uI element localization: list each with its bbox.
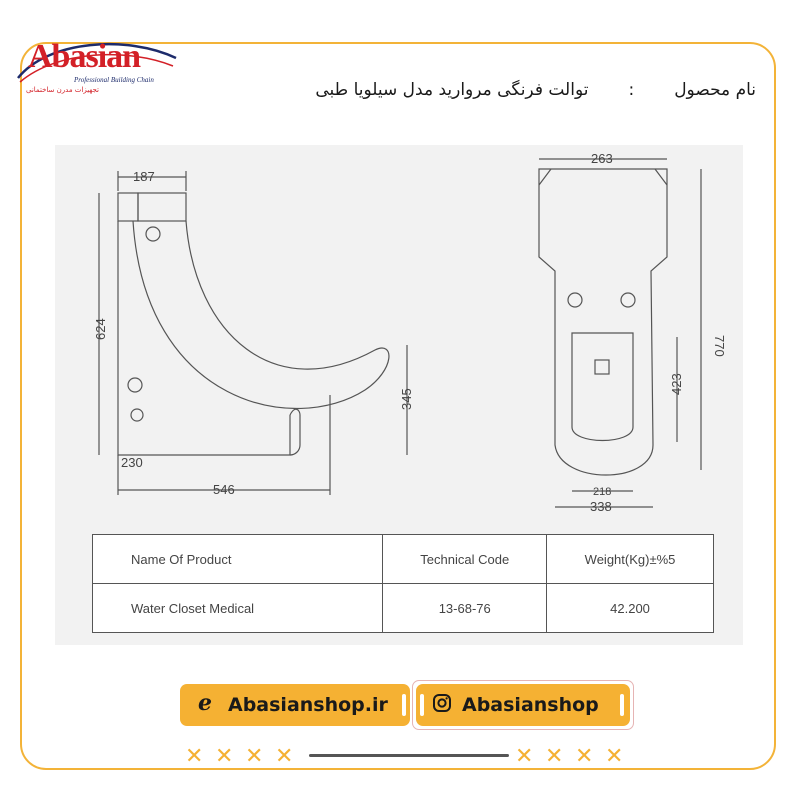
header-weight: Weight(Kg)±%5 — [547, 535, 714, 584]
dim-label-345: 345 — [399, 388, 414, 410]
instagram-link[interactable] — [416, 684, 630, 726]
x-mark: ✕ — [545, 744, 564, 769]
logo-tagline-fa: تجهیزات مدرن ساختمانی — [26, 86, 99, 94]
x-mark: ✕ — [515, 744, 534, 769]
side-bowl-curve — [133, 221, 389, 409]
top-opening — [572, 333, 633, 441]
product-name: توالت فرنگی مروارید مدل سیلویا طبی — [315, 80, 589, 100]
x-mark: ✕ — [215, 744, 234, 769]
footer-divider — [309, 754, 509, 757]
x-mark: ✕ — [605, 744, 624, 769]
dim-label-338: 338 — [590, 499, 612, 514]
instagram-text: Abasianshop — [462, 694, 599, 716]
top-chamfers — [539, 169, 667, 185]
pill-divider — [620, 694, 624, 716]
header-product-name: Name Of Product — [93, 535, 383, 584]
side-hole-top — [146, 227, 160, 241]
logo-tagline: Professional Building Chain — [74, 76, 154, 84]
top-outline — [539, 169, 667, 475]
top-drain — [595, 360, 609, 374]
product-label: نام محصول — [674, 80, 756, 100]
top-hole-left — [568, 293, 582, 307]
header-technical-code: Technical Code — [383, 535, 547, 584]
side-tank-body — [138, 193, 186, 221]
spec-table — [92, 534, 714, 633]
x-mark: ✕ — [245, 744, 264, 769]
cell-weight: 42.200 — [547, 584, 714, 633]
dim-label-187: 187 — [133, 169, 155, 184]
top-hole-right — [621, 293, 635, 307]
ie-icon — [196, 692, 218, 719]
cell-technical-code: 13-68-76 — [383, 584, 547, 633]
brand-logo — [8, 30, 178, 100]
side-view — [99, 171, 407, 495]
title-colon: : — [628, 80, 635, 100]
footer-decor — [185, 744, 635, 768]
dim-label-218: 218 — [593, 486, 612, 498]
side-hole-mid — [128, 378, 142, 392]
instagram-icon — [432, 693, 452, 718]
side-body-outline — [118, 221, 290, 455]
top-view — [539, 159, 701, 507]
table-row — [93, 584, 714, 633]
logo-wordmark: Abasian — [28, 38, 141, 75]
x-mark: ✕ — [575, 744, 594, 769]
pill-divider — [420, 694, 424, 716]
x-mark: ✕ — [185, 744, 204, 769]
product-title-row — [276, 72, 756, 108]
dim-label-230: 230 — [121, 455, 143, 470]
table-header-row — [93, 535, 714, 584]
dim-label-770: 770 — [712, 335, 727, 357]
side-foot — [290, 409, 300, 455]
svg-text:e: e — [198, 691, 212, 714]
side-hole-low — [131, 409, 143, 421]
dim-label-546: 546 — [213, 482, 235, 497]
side-tank-cap — [118, 193, 138, 221]
website-link[interactable] — [180, 684, 410, 726]
dim-label-423: 423 — [669, 373, 684, 395]
x-mark: ✕ — [275, 744, 294, 769]
website-text: Abasianshop.ir — [228, 694, 388, 716]
drawing-svg — [55, 145, 743, 535]
pill-divider — [402, 694, 406, 716]
dim-label-263: 263 — [591, 151, 613, 166]
cell-product-name: Water Closet Medical — [93, 584, 383, 633]
dim-label-624: 624 — [93, 318, 108, 340]
contact-bar — [180, 680, 630, 730]
